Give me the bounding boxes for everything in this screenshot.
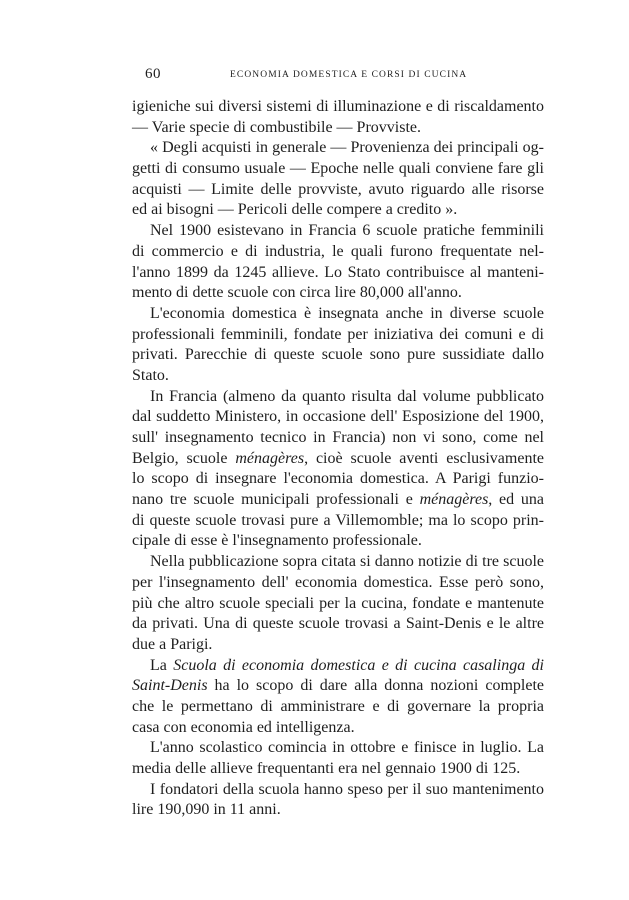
paragraph [132,387,544,553]
text-line: mento di dette scuole con circa lire 80,000 all'anno. [132,284,462,302]
text-line: media delle allieve frequentanti era nel gennaio 1900 di 125. [132,760,521,777]
text-line: L'economia domestica è insegnata anche in diverse scuole [150,304,544,322]
paragraph [132,138,544,221]
text-line: Nella pubblicazione sopra citata si danno notizie di tre scuole [150,553,544,571]
text-line: casa con economia ed intelligenza. [132,718,355,736]
text-line: nano tre scuole municipali professionali e ménagères, ed una [132,491,545,509]
text-line: « Degli acquisti in generale — Provenienza dei principali og- [150,139,544,157]
paragraph [132,221,544,304]
text-line: igieniche sui diversi sistemi di illuminazione e di riscaldamento [132,98,544,115]
text-line: cipale di esse è l'insegnamento professionale. [132,532,422,550]
text-line: che le permettano di amministrare e di governare la propria [132,697,544,715]
page-header [145,66,545,88]
text-line: privati. Parecchie di queste scuole sono pure sussidiate dallo [132,346,544,364]
text-line: I fondatori della scuola hanno speso per il suo mantenimento [150,780,544,798]
text-line: per l'insegnamento dell' economia domestica. Esse però sono, [132,573,544,591]
text-line: getti di consumo usuale — Epoche nelle quali conviene fare gli [132,160,544,178]
text-line: Nel 1900 esistevano in Francia 6 scuole pratiche femminili [150,222,544,240]
text-line: professionali femminili, fondate per iniziativa dei comuni e di [132,325,544,343]
paragraph [132,304,544,387]
text-line: lire 190,090 in 11 anni. [132,801,281,819]
text-line: lo scopo di insegnare l'economia domestica. A Parigi funzio- [132,470,544,488]
text-line: più che altro scuole speciali per la cucina, fondate e mantenute [132,594,544,612]
running-title: ECONOMIA DOMESTICA E CORSI DI CUCINA [230,70,468,80]
paragraph [132,738,544,779]
paragraph [132,780,544,821]
text-line: Stato. [132,366,169,384]
text-line: Saint-Denis ha lo scopo di dare alla donna nozioni complete [132,677,544,695]
page-number: 60 [145,66,161,82]
paragraph [132,552,544,655]
text-line: In Francia (almeno da quanto risulta dal volume pubblicato [150,387,544,405]
text-line: — Varie specie di combustibile — Provviste. [132,118,421,136]
text-line: l'anno 1899 da 1245 allieve. Lo Stato contribuisce al manteni- [132,263,544,281]
text-line: di commercio e di industria, le quali furono frequentate nel- [132,242,544,260]
text-line: La Scuola di economia domestica e di cucina casalinga di [150,656,544,674]
paragraph [132,97,544,138]
text-line: Belgio, scuole ménagères, cioè scuole aventi esclusivamente [132,449,545,467]
body-text [132,97,544,821]
text-line: sull' insegnamento tecnico in Francia) non vi sono, come nel [132,429,544,446]
text-line: di queste scuole trovasi pure a Villemomble; ma lo scopo prin- [132,511,544,529]
paragraph [132,656,544,739]
text-line: dal suddetto Ministero, in occasione dell' Esposizione del 1900, [132,408,544,426]
text-line: acquisti — Limite delle provviste, avuto riguardo alle risorse [132,180,544,198]
text-line: due a Parigi. [132,635,213,653]
text-line: da privati. Una di queste scuole trovasi a Saint-Denis e le altre [132,615,544,633]
text-line: ed ai bisogni — Pericoli delle compere a credito ». [132,201,458,219]
text-line: L'anno scolastico comincia in ottobre e finisce in luglio. La [150,739,544,757]
